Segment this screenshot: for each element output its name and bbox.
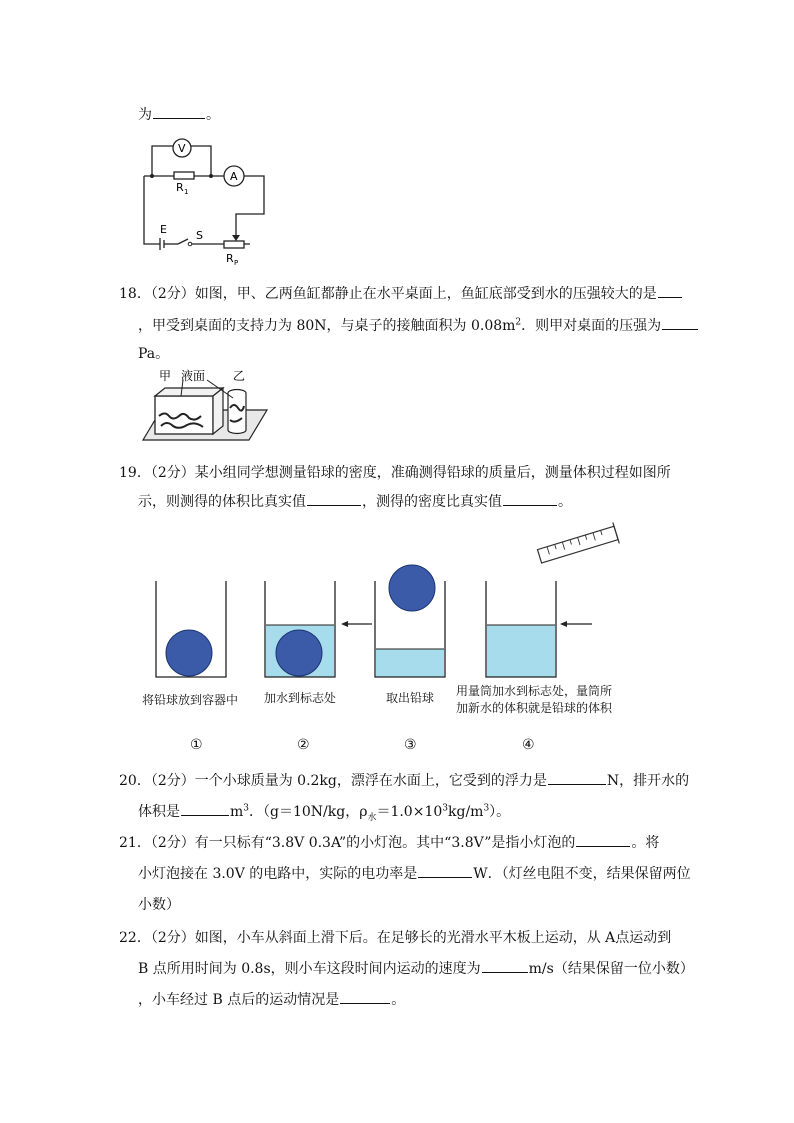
q22-line3: ，小车经过 B 点后的运动情况是 。 [138, 992, 406, 1008]
answer-blank[interactable] [576, 834, 630, 847]
q19-line1: 19．（2分）某小组同学想测量铅球的密度，准确测得铅球的质量后，测量体积过程如图所 [119, 465, 671, 481]
q21-line2: 小灯泡接在 3.0V 的电路中，实际的电功率是 W．（灯丝电阻不变，结果保留两位 [138, 866, 691, 882]
circuit-diagram [138, 136, 273, 266]
step-number-3: ③ [404, 737, 417, 753]
svg-text:P: P [234, 259, 239, 266]
q20-line2: 体积是 $m^3$．（g＝10N/kg，$\rho_水=1.0\times 10^3kg/m^3$）。 [138, 803, 511, 823]
graduated-cylinder [536, 522, 619, 566]
answer-blank[interactable] [153, 106, 205, 119]
step-number-2: ② [297, 737, 310, 753]
label-jia: 甲 [159, 369, 172, 383]
fish-tank-figure [141, 368, 271, 444]
q22-line2: B 点所用时间为 0.8s，则小车这段时间内运动的速度为 m/s（结果保留一位小数） [138, 961, 694, 977]
caption-2: 加水到标志处 [264, 691, 337, 705]
step-number-1: ① [190, 737, 203, 753]
answer-blank[interactable] [482, 960, 528, 973]
q19-line2: 示，则测得的体积比真实值 ，测得的密度比真实值 。 [138, 494, 572, 510]
caption-3: 取出铅球 [386, 691, 435, 705]
answer-blank[interactable] [340, 991, 390, 1004]
answer-blank[interactable] [548, 772, 606, 785]
caption-4: 用量筒加水到标志处，量筒所加新水的体积就是铅球的体积 [456, 684, 613, 715]
step-number-4: ④ [522, 737, 535, 753]
q20-line1: 20．（2分）一个小球质量为 0.2kg，漂浮在水面上，它受到的浮力是 N，排开水的 [119, 773, 690, 789]
resistor-r1 [174, 172, 194, 179]
label-yi: 乙 [233, 369, 246, 383]
svg-text:1: 1 [184, 188, 189, 196]
label-yemian: 液面 [181, 369, 206, 383]
answer-blank[interactable] [662, 317, 698, 330]
r1-label: R [176, 181, 184, 194]
q17-tail: 为 。 [138, 107, 220, 123]
answer-blank[interactable] [503, 493, 557, 506]
answer-blank[interactable] [418, 865, 472, 878]
ammeter-label: A [230, 170, 238, 183]
q18-line3: Pa。 [138, 346, 170, 362]
battery-label: E [160, 223, 167, 236]
caption-1: 将铅球放到容器中 [142, 693, 239, 707]
q18-line1: 18．（2分）如图，甲、乙两鱼缸都静止在水平桌面上，鱼缸底部受到水的压强较大的是 [119, 283, 683, 303]
q21-line3: 小数） [138, 897, 180, 913]
measurement-figure [0, 515, 794, 685]
voltmeter-label: V [178, 142, 186, 155]
answer-blank[interactable] [658, 285, 682, 298]
rheostat-rp [224, 241, 244, 248]
switch-label: S [196, 229, 203, 242]
q18-line2: ，甲受到桌面的支持力为 80N，与桌子的接触面积为 $0.08m^2$．则甲对桌面的压强为 [138, 315, 699, 335]
q22-line1: 22．（2分）如图，小车从斜面上滑下后。在足够长的光滑水平木板上运动，从 A点运动到 [119, 930, 672, 946]
q21-line1: 21．（2分）有一只标有“3.8V 0.3A”的小灯泡。其中“3.8V”是指小灯泡的 。将 [119, 835, 660, 851]
rp-label: R [226, 252, 234, 265]
answer-blank[interactable] [307, 493, 361, 506]
answer-blank[interactable] [181, 803, 229, 816]
